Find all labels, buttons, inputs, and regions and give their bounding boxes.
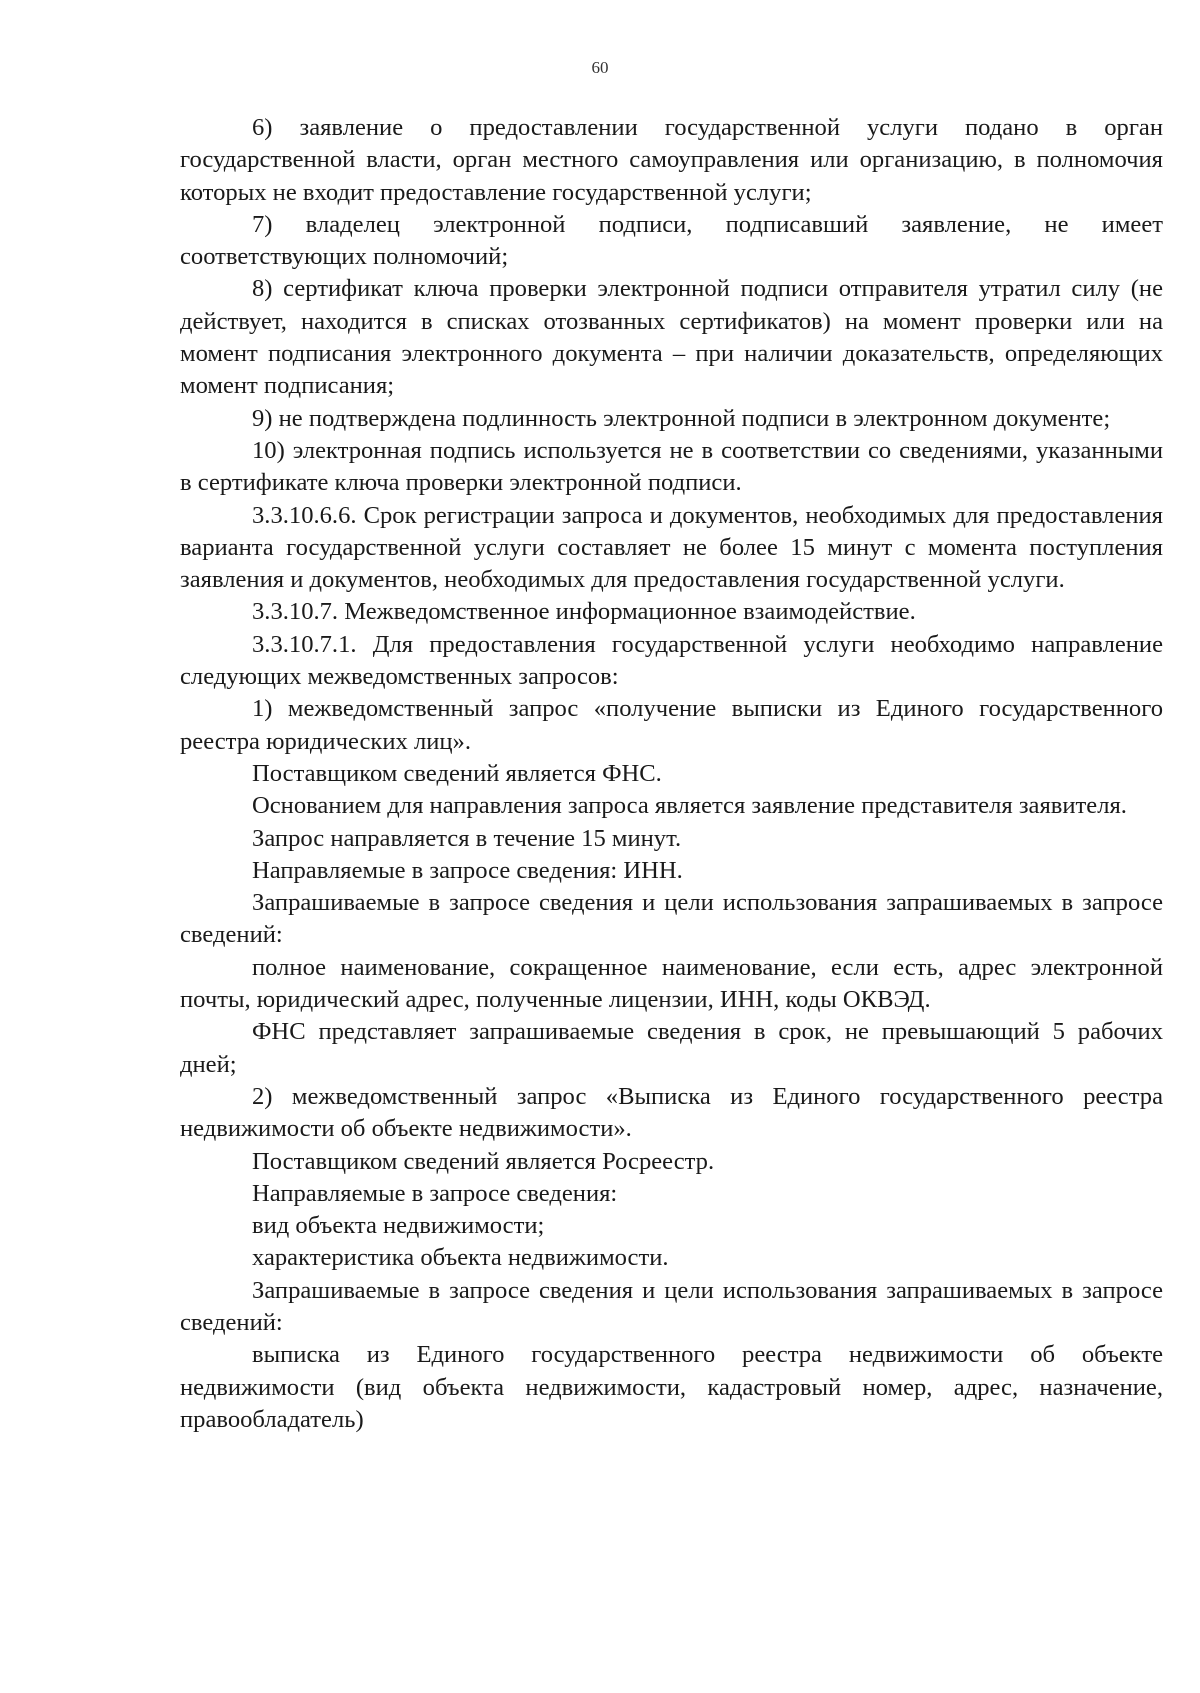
paragraph: 1) межведомственный запрос «получение выписки из Единого государственного реестра юридических лиц». [180, 695, 1163, 755]
paragraph: Поставщиком сведений является ФНС. [252, 759, 662, 787]
document-body [180, 112, 1163, 1436]
paragraph: 6) заявление о предоставлении государственной услуги подано в орган государственной власти, орган местного самоуправления или организацию, в полномочия которых не входит предоставление государственной услуги; [180, 114, 1163, 206]
paragraph: Направляемые в запросе сведения: [252, 1179, 618, 1207]
paragraph: Основанием для направления запроса является заявление представителя заявителя. [252, 792, 1127, 820]
paragraph: Поставщиком сведений является Росреестр. [252, 1147, 715, 1175]
paragraph: Запрашиваемые в запросе сведения и цели использования запрашиваемых в запросе сведений: [180, 889, 1163, 949]
paragraph: 9) не подтверждена подлинность электронной подписи в электронном документе; [252, 404, 1111, 432]
paragraph: Направляемые в запросе сведения: ИНН. [252, 856, 683, 884]
paragraph: 8) сертификат ключа проверки электронной подписи отправителя утратил силу (не действует, находится в списках отозванных сертификатов) на момент проверки или на момент подписания электронного документа – при наличии доказательств, определяющих момент подписания; [180, 275, 1163, 400]
paragraph: характеристика объекта недвижимости. [252, 1244, 669, 1272]
paragraph: Запрос направляется в течение 15 минут. [252, 824, 682, 852]
paragraph: 7) владелец электронной подписи, подписавший заявление, не имеет соответствующих полномочий; [180, 210, 1163, 271]
paragraph: вид объекта недвижимости; [252, 1212, 545, 1240]
paragraph: 10) электронная подпись используется не в соответствии со сведениями, указанными в сертификате ключа проверки электронной подписи. [180, 436, 1163, 497]
paragraph: 3.3.10.7. Межведомственное информационное взаимодействие. [252, 598, 916, 626]
paragraph: 3.3.10.7.1. Для предоставления государственной услуги необходимо направление следующих межведомственных запросов: [180, 630, 1163, 691]
paragraph: Запрашиваемые в запросе сведения и цели использования запрашиваемых в запросе сведений: [180, 1276, 1163, 1336]
page-number: 60 [591, 58, 609, 77]
paragraph: ФНС представляет запрашиваемые сведения в срок, не превышающий 5 рабочих дней; [180, 1018, 1163, 1078]
paragraph: полное наименование, сокращенное наименование, если есть, адрес электронной почты, юридический адрес, полученные лицензии, ИНН, коды ОКВЭД. [180, 953, 1163, 1014]
paragraph: 3.3.10.6.6. Срок регистрации запроса и документов, необходимых для предоставления варианта государственной услуги составляет не более 15 минут с момента поступления заявления и документов, необходимых для предоставления государственной услуги. [180, 501, 1163, 594]
paragraph: выписка из Единого государственного реестра недвижимости об объекте недвижимости (вид объекта недвижимости, кадастровый номер, адрес, назначение, правообладатель) [180, 1341, 1163, 1433]
paragraph: 2) межведомственный запрос «Выписка из Единого государственного реестра недвижимости об объекте недвижимости». [180, 1082, 1163, 1143]
